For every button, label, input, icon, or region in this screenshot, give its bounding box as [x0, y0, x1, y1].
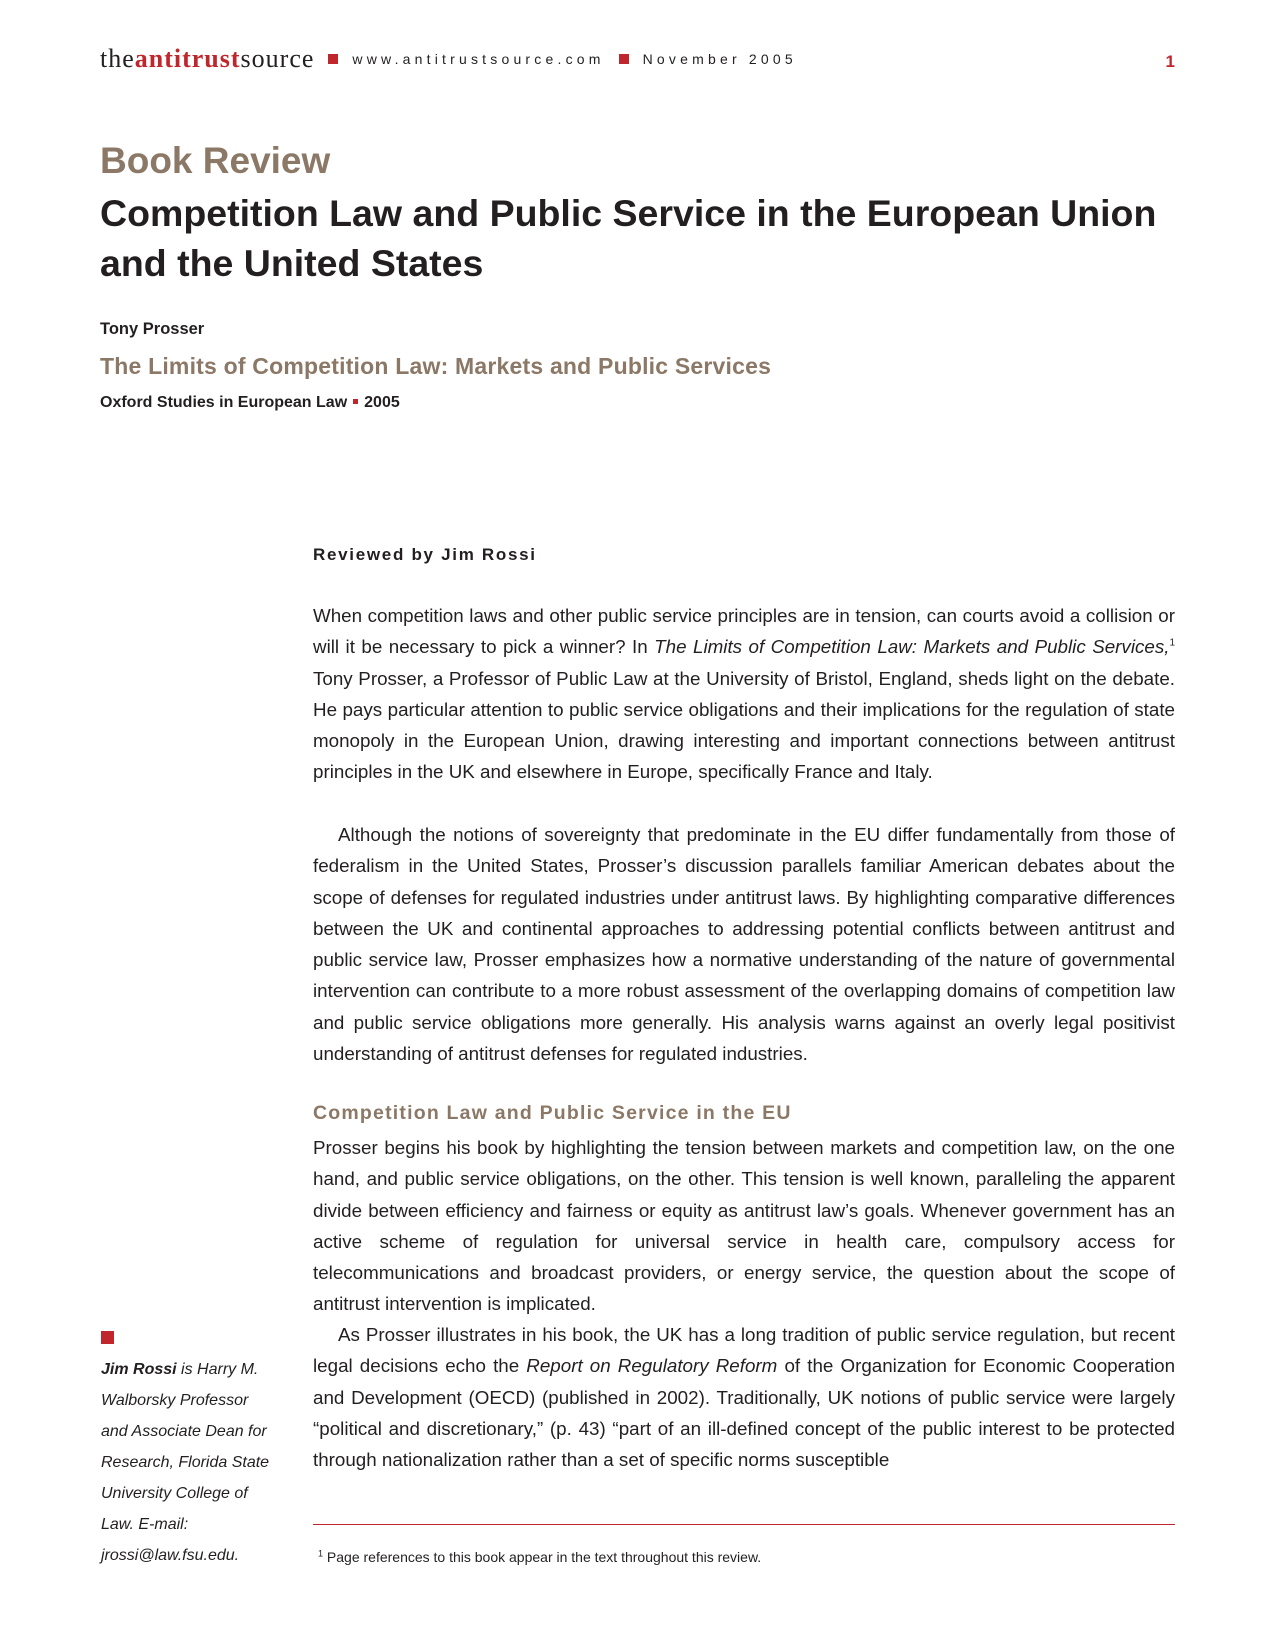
- reviewer-byline: Reviewed by Jim Rossi: [313, 545, 537, 564]
- publisher-line: [100, 394, 400, 412]
- footnote-divider: [313, 1524, 1175, 1525]
- footnote-ref[interactable]: 1: [1169, 638, 1175, 650]
- masthead: [100, 44, 797, 74]
- body-paragraph-4: As Prosser illustrates in his book, the UK has a long tradition of public service regulation, but recent legal decisions echo the Report on Regulatory Reform of the Organization for Economic Cooperation and Development (OECD) (published in 2002). Traditionally, UK notions of public service were largely “political and discretionary,” (p. 43) “part of an ill-defined concept of the public interest to be protected through nationalization rather than a set of specific norms susceptible: [313, 1324, 1176, 1471]
- page-title: Competition Law and Public Service in the European Union and the United States: [100, 192, 1157, 284]
- bio-marker-icon: [101, 1331, 114, 1344]
- publication-logo: theantitrustsource: [100, 44, 315, 73]
- body-paragraph-3: Prosser begins his book by highlighting the tension between markets and competition law, on the one hand, and public service obligations, on the other. This tension is well known, paralleling the apparent divide between efficiency and fairness or equity as antitrust law’s goals. Whenever government has an active scheme of regulation for universal service in health care, compulsory access for telecommunications and broadcast providers, or energy service, the question about the scope of antitrust intervention is implicated.: [313, 1137, 1175, 1315]
- bio-name: Jim Rossi: [101, 1361, 177, 1378]
- section-label: Book Review: [100, 140, 331, 181]
- report-title-italic: Report on Regulatory Reform: [526, 1355, 778, 1377]
- separator-square-icon: [619, 54, 629, 64]
- website-link[interactable]: www.antitrustsource.com: [352, 51, 605, 67]
- issue-date: November 2005: [642, 51, 797, 67]
- footnote-number: 1: [318, 1548, 324, 1559]
- author-bio: Jim Rossi is Harry M. Walborsky Professor and Associate Dean for Research, Florida State University College of Law. E-mail: jrossi@law.fsu.edu.: [101, 1361, 270, 1564]
- body-paragraph-2: Although the notions of sovereignty that predominate in the EU differ fundamentally from those of federalism in the United States, Prosser’s discussion parallels familiar American debates about the scope of defenses for regulated industries under antitrust laws. By highlighting comparative differences between the UK and continental approaches to addressing potential conflicts between antitrust and public service law, Prosser emphasizes how a normative understanding of the nature of governmental intervention can contribute to a more robust assessment of the overlapping domains of competition law and public service obligations more generally. His analysis warns against an overly legal positivist understanding of antitrust defenses for regulated industries.: [313, 824, 1175, 1065]
- book-title: The Limits of Competition Law: Markets and Public Services: [100, 353, 772, 379]
- separator-square-icon: [353, 399, 358, 404]
- book-author: Tony Prosser: [100, 320, 205, 338]
- body-paragraph-1: When competition laws and other public service principles are in tension, can courts avoid a collision or will it be necessary to pick a winner? In The Limits of Competition Law: Markets and Public Services,$^1$ Tony Prosser, a Professor of Public Law at the University of Bristol, England, sheds light on the debate. He pays particular attention to public service obligations and their implications for the regulation of state monopoly in the European Union, drawing interesting and important connections between antitrust principles in the UK and elsewhere in Europe, specifically France and Italy.: [313, 605, 1175, 783]
- separator-square-icon: [328, 54, 338, 64]
- section-subheading: Competition Law and Public Service in the EU: [313, 1102, 792, 1124]
- publication-year: 2005: [364, 394, 400, 411]
- book-title-italic: The Limits of Competition Law: Markets and Public Services: [654, 636, 1165, 658]
- publisher: Oxford Studies in European Law: [100, 394, 348, 411]
- page-number: 1: [1165, 52, 1175, 71]
- footnote: $^1$ Page references to this book appear in the text throughout this review.: [318, 1548, 762, 1565]
